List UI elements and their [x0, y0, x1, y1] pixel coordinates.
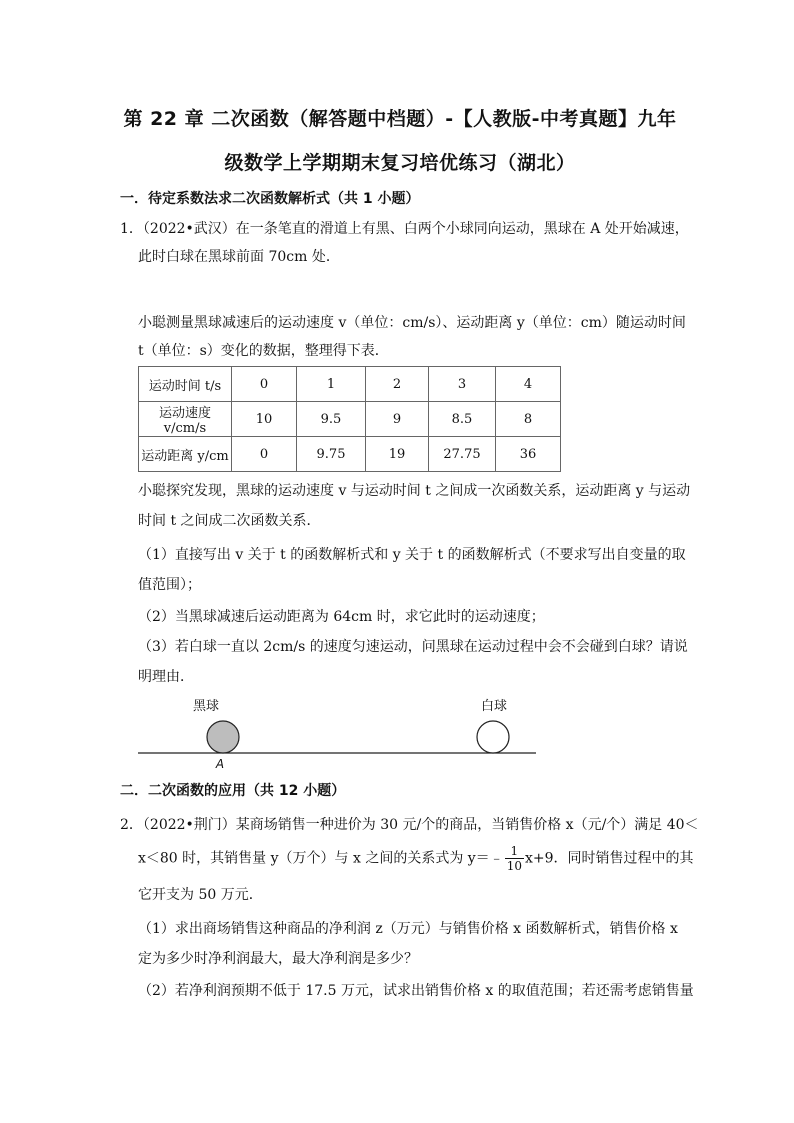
table-cell: 19 [366, 437, 429, 472]
q1-sub-question-1a: （1）直接写出 v 关于 t 的函数解析式和 y 关于 t 的函数解析式（不要求写出自变量的取 [138, 547, 686, 563]
white-ball [477, 721, 509, 753]
table-cell: 0 [232, 437, 297, 472]
fraction [505, 844, 524, 873]
table-cell: 27.75 [429, 437, 496, 472]
table-cell: 2 [366, 367, 429, 402]
q1-text-line-1: 1．（2022•武汉）在一条笔直的滑道上有黑、白两个小球同向运动，黑球在 A 处开始减速， [120, 221, 689, 237]
table-row [139, 437, 561, 472]
document-title-line-2: 级数学上学期期末复习培优练习（湖北） [224, 152, 576, 174]
q2-text-line-2 [138, 844, 694, 873]
document-title-line-1: 第 22 章 二次函数（解答题中档题）-【人教版-中考真题】九年 [123, 108, 677, 130]
q2-text-line-2b: x+9．同时销售过程中的其 [524, 850, 694, 867]
q1-sub-question-2: （2）当黑球减速后运动距离为 64cm 时，求它此时的运动速度； [138, 609, 545, 625]
q1-data-table [138, 366, 561, 472]
q2-sub-question-2: （2）若净利润预期不低于 17.5 万元，试求出销售价格 x 的取值范围；若还需考虑销售量 [138, 983, 694, 999]
q1-text-line-2: 此时白球在黑球前面 70cm 处． [138, 249, 340, 265]
white-ball-label: 白球 [480, 699, 508, 714]
black-ball-label: 黑球 [192, 699, 220, 714]
black-ball [207, 721, 239, 753]
table-cell: 36 [496, 437, 561, 472]
table-cell: 8 [496, 402, 561, 437]
table-cell: 8.5 [429, 402, 496, 437]
table-row [139, 367, 561, 402]
table-cell: 9.75 [297, 437, 366, 472]
table-row [139, 402, 561, 437]
table-cell: 9 [366, 402, 429, 437]
table-cell: 0 [232, 367, 297, 402]
section-2-heading: 二．二次函数的应用（共 12 小题） [120, 783, 346, 799]
point-a-label: A [215, 757, 225, 771]
q2-sub-question-1b: 定为多少时净利润最大，最大净利润是多少？ [138, 951, 418, 967]
table-cell: 4 [496, 367, 561, 402]
fraction-denominator: 10 [506, 859, 522, 873]
q1-sub-question-1b: 值范围）； [138, 577, 201, 593]
table-cell: 运动距离 y/cm [139, 437, 232, 472]
section-1-heading: 一．待定系数法求二次函数解析式（共 1 小题） [120, 191, 420, 207]
q1-text-line-3: 小聪测量黑球减速后的运动速度 v（单位：cm/s）、运动距离 y（单位：cm）随运动时间 [138, 315, 686, 331]
q2-text-line-1: 2．（2022•荆门）某商场销售一种进价为 30 元/个的商品，当销售价格 x（元/个）满足 40＜ [120, 817, 699, 833]
q1-text-line-6: 时间 t 之间成二次函数关系． [138, 513, 321, 529]
q1-text-line-5: 小聪探究发现，黑球的运动速度 v 与运动时间 t 之间成一次函数关系，运动距离 y 与运动 [138, 483, 691, 499]
table-cell: 1 [297, 367, 366, 402]
table-cell: 3 [429, 367, 496, 402]
q1-text-line-4: t（单位：s）变化的数据，整理得下表． [138, 343, 389, 359]
q1-sub-question-3a: （3）若白球一直以 2cm/s 的速度匀速运动，问黑球在运动过程中会不会碰到白球？请说 [138, 639, 688, 655]
table-cell: 运动速度 v/cm/s [139, 402, 232, 437]
q2-text-line-3: 它开支为 50 万元． [138, 887, 263, 903]
table-cell: 9.5 [297, 402, 366, 437]
q2-text-line-2a: x＜80 时，其销售量 y（万个）与 x 之间的关系式为 y＝﹣ [138, 850, 504, 867]
fraction-numerator: 1 [505, 844, 524, 859]
table-cell: 运动时间 t/s [139, 367, 232, 402]
q2-sub-question-1a: （1）求出商场销售这种商品的净利润 z（万元）与销售价格 x 函数解析式，销售价格 x [138, 921, 678, 937]
table-cell: 10 [232, 402, 297, 437]
q1-sub-question-3b: 明理由． [138, 669, 194, 685]
ball-track-figure [138, 692, 538, 772]
